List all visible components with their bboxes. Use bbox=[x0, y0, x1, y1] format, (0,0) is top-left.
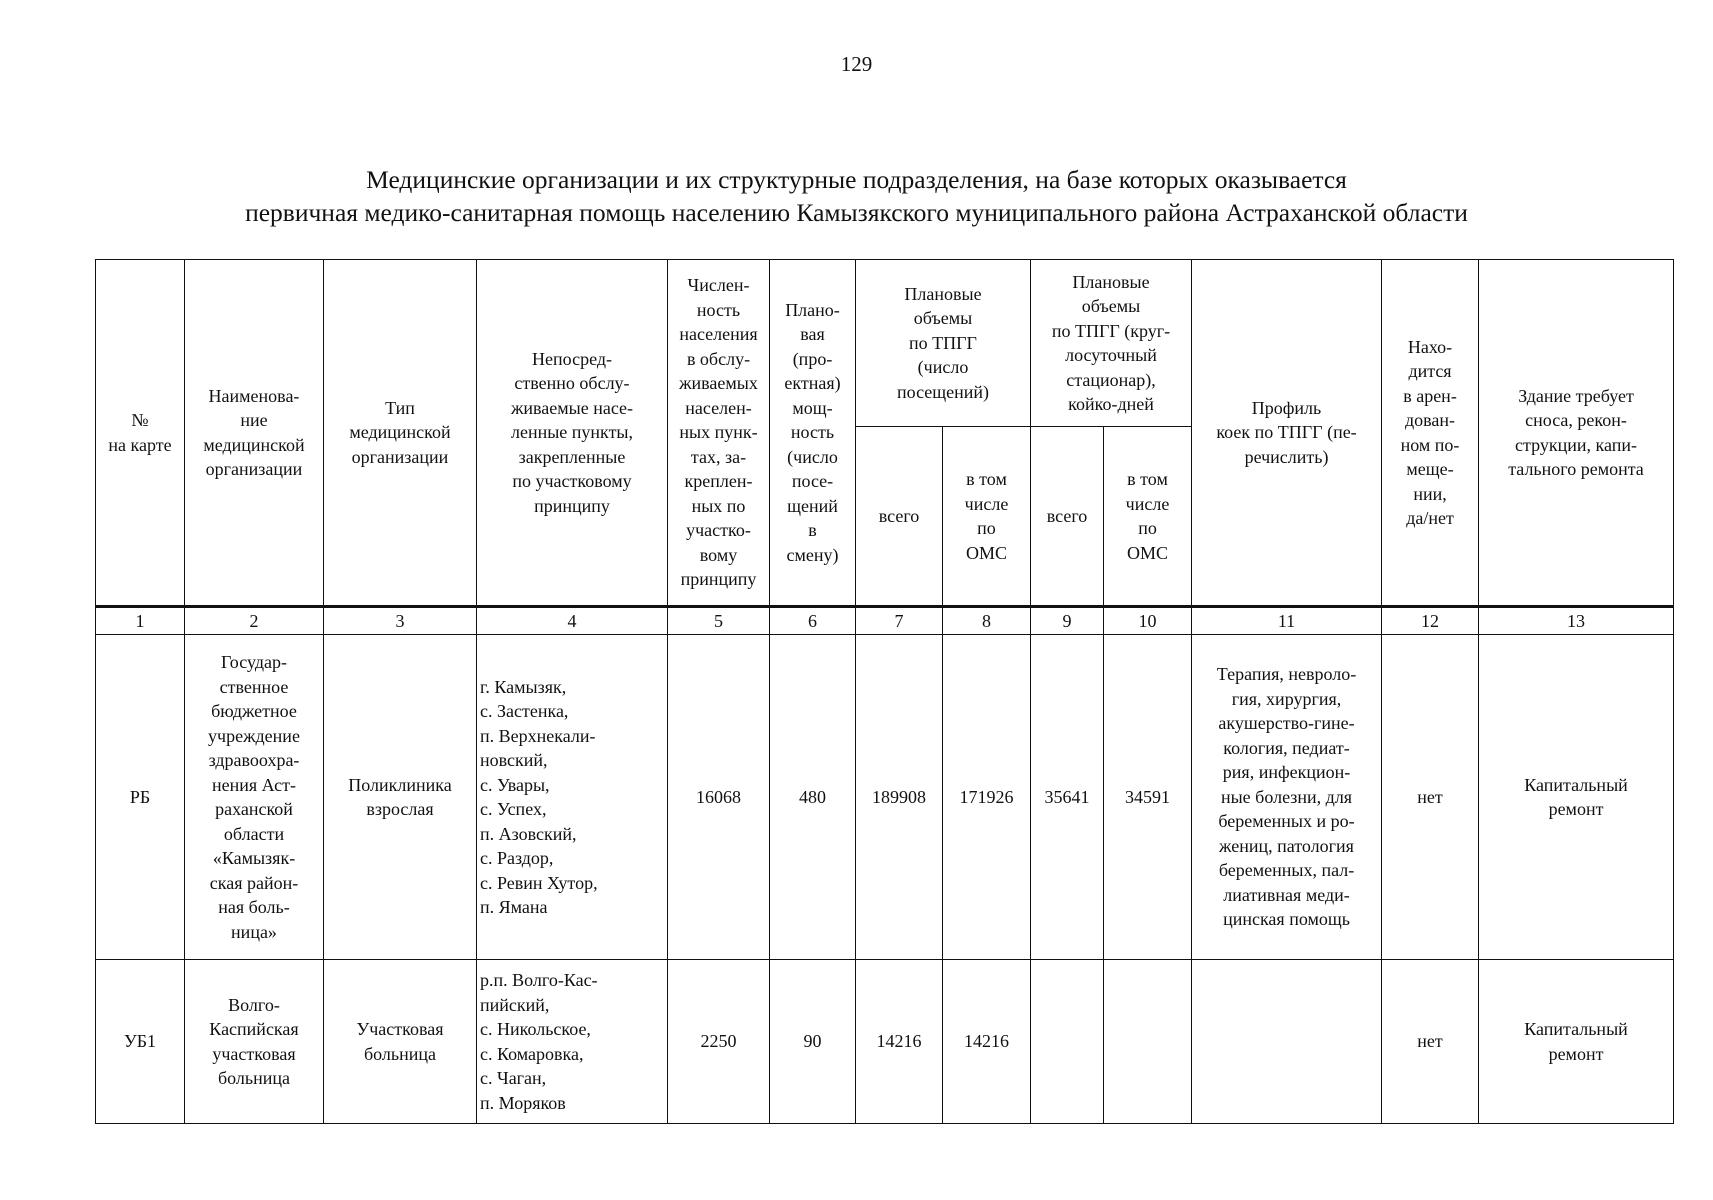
cell-capacity: 480 bbox=[770, 635, 856, 960]
header-organization-name: Наименова- ние медицинской организации bbox=[185, 260, 324, 607]
header-capacity: Плано- вая (про- ектная) мощ- ность (число посе- щений в смену) bbox=[770, 260, 856, 607]
cell-organization-type: Участковая больница bbox=[324, 960, 477, 1124]
column-number: 1 bbox=[96, 607, 185, 635]
cell-population: 16068 bbox=[668, 635, 770, 960]
header-map-number: № на карте bbox=[96, 260, 185, 607]
column-number: 5 bbox=[668, 607, 770, 635]
header-settlements: Непосред- ственно обслу- живаемые насе- ленные пункты, закрепленные по участковому принципу bbox=[477, 260, 668, 607]
column-number: 13 bbox=[1479, 607, 1674, 635]
cell-bed-profile: Терапия, невроло- гия, хирургия, акушерство-гине- кология, педиат- рия, инфекцион- ные болезни, для беременных и ро- жениц, патология беременных, пал- лиативная меди- цинская помощь bbox=[1192, 635, 1382, 960]
header-population: Числен- ность населения в обслу- живаемых населен- ных пунк- тах, за- креплен- ных по участко- вому принципу bbox=[668, 260, 770, 607]
header-building-status: Здание требует сноса, рекон- струкции, капи- тального ремонта bbox=[1479, 260, 1674, 607]
table-row bbox=[96, 960, 1674, 1124]
header-visits-total: всего bbox=[856, 427, 943, 607]
cell-building-status: Капитальный ремонт bbox=[1479, 635, 1674, 960]
cell-bed-days-oms: 34591 bbox=[1104, 635, 1192, 960]
table-row bbox=[96, 635, 1674, 960]
cell-bed-days-total: 35641 bbox=[1031, 635, 1104, 960]
title-line-1: Медицинские организации и их структурные подразделения, на базе которых оказывается bbox=[366, 165, 1347, 194]
cell-bed-days-total bbox=[1031, 960, 1104, 1124]
header-row-1 bbox=[96, 260, 1674, 427]
column-number: 7 bbox=[856, 607, 943, 635]
cell-visits-total: 189908 bbox=[856, 635, 943, 960]
organizations-table bbox=[95, 259, 1674, 1124]
column-number: 8 bbox=[943, 607, 1031, 635]
title-line-2: первичная медико-санитарная помощь населению Камызякского муниципального района Астраханской области bbox=[245, 198, 1468, 227]
cell-rented: нет bbox=[1382, 960, 1479, 1124]
column-number: 11 bbox=[1192, 607, 1382, 635]
column-number: 6 bbox=[770, 607, 856, 635]
header-rented: Нахо- дится в арен- дован- ном по- меще- нии, да/нет bbox=[1382, 260, 1479, 607]
cell-bed-profile bbox=[1192, 960, 1382, 1124]
column-number: 4 bbox=[477, 607, 668, 635]
cell-building-status: Капитальный ремонт bbox=[1479, 960, 1674, 1124]
cell-population: 2250 bbox=[668, 960, 770, 1124]
cell-organization-type: Поликлиника взрослая bbox=[324, 635, 477, 960]
cell-organization-name: Государ- ственное бюджетное учреждение здравоохра- нения Аст- раханской области «Камызяк- ская район- ная боль- ница» bbox=[185, 635, 324, 960]
cell-rented: нет bbox=[1382, 635, 1479, 960]
cell-settlements: р.п. Волго-Кас- пийский, с. Никольское, с. Комаровка, с. Чаган, п. Моряков bbox=[477, 960, 668, 1124]
header-visits-oms: в том числе по ОМС bbox=[943, 427, 1031, 607]
header-bed-profile: Профиль коек по ТПГГ (пе- речислить) bbox=[1192, 260, 1382, 607]
cell-capacity: 90 bbox=[770, 960, 856, 1124]
column-number-row bbox=[96, 607, 1674, 635]
column-number: 10 bbox=[1104, 607, 1192, 635]
column-number: 2 bbox=[185, 607, 324, 635]
cell-settlements: г. Камызяк, с. Застенка, п. Верхнекали- новский, с. Увары, с. Успех, п. Азовский, с. Раздор, с. Ревин Хутор, п. Ямана bbox=[477, 635, 668, 960]
cell-visits-oms: 171926 bbox=[943, 635, 1031, 960]
cell-bed-days-oms bbox=[1104, 960, 1192, 1124]
header-bed-days-oms: в том числе по ОМС bbox=[1104, 427, 1192, 607]
header-bed-days-total: всего bbox=[1031, 427, 1104, 607]
cell-visits-total: 14216 bbox=[856, 960, 943, 1124]
cell-map-number: УБ1 bbox=[96, 960, 185, 1124]
page-number: 129 bbox=[840, 52, 873, 76]
cell-visits-oms: 14216 bbox=[943, 960, 1031, 1124]
column-number: 12 bbox=[1382, 607, 1479, 635]
header-bed-days-group: Плановые объемы по ТПГГ (круг- лосуточный стационар), койко-дней bbox=[1031, 260, 1192, 427]
cell-map-number: РБ bbox=[96, 635, 185, 960]
document-title bbox=[60, 163, 1653, 229]
header-organization-type: Тип медицинской организации bbox=[324, 260, 477, 607]
header-visits-group: Плановые объемы по ТПГГ (число посещений) bbox=[856, 260, 1031, 427]
cell-organization-name: Волго- Каспийская участковая больница bbox=[185, 960, 324, 1124]
column-number: 9 bbox=[1031, 607, 1104, 635]
column-number: 3 bbox=[324, 607, 477, 635]
